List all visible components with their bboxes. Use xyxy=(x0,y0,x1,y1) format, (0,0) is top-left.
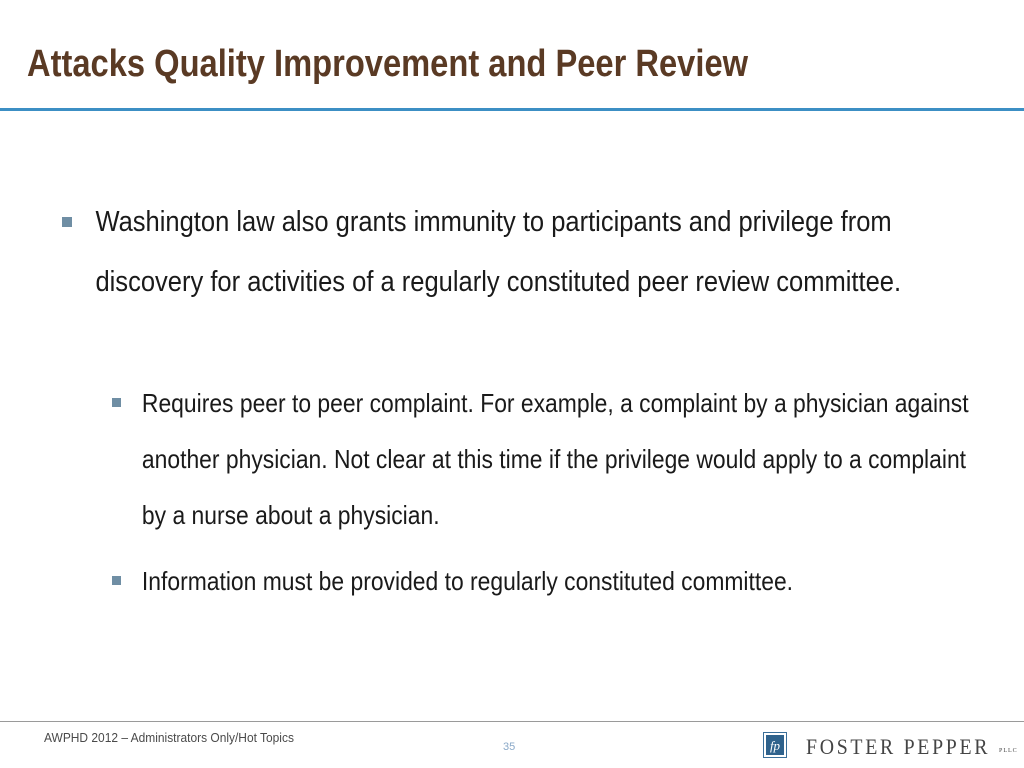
logo-suffix: PLLC xyxy=(999,748,1018,754)
footer-caption: AWPHD 2012 – Administrators Only/Hot Topics xyxy=(44,730,294,745)
logo-wordmark: FOSTER PEPPER xyxy=(806,734,991,759)
foster-pepper-monogram-icon xyxy=(763,732,787,758)
bullet-item-level-2 xyxy=(112,553,1012,609)
bullet-item-level-2 xyxy=(112,375,1012,543)
footer-divider xyxy=(0,721,1024,722)
bullet-text: Washington law also grants immunity to participants and privilege from discovery for activities of a regularly constituted peer review committee. xyxy=(95,206,902,298)
svg-text:fp: fp xyxy=(769,738,781,753)
bullet-item-level-1 xyxy=(62,192,942,312)
page-number: 35 xyxy=(503,741,516,753)
bullet-text: Information must be provided to regularly constituted committee. xyxy=(141,566,794,596)
slide-title: Attacks Quality Improvement and Peer Review xyxy=(27,43,749,85)
bullet-text: Requires peer to peer complaint. For example, a complaint by a physician against another physician. Not clear at this time if the privilege would apply to a complaint by a nurse about a physician. xyxy=(141,388,969,530)
